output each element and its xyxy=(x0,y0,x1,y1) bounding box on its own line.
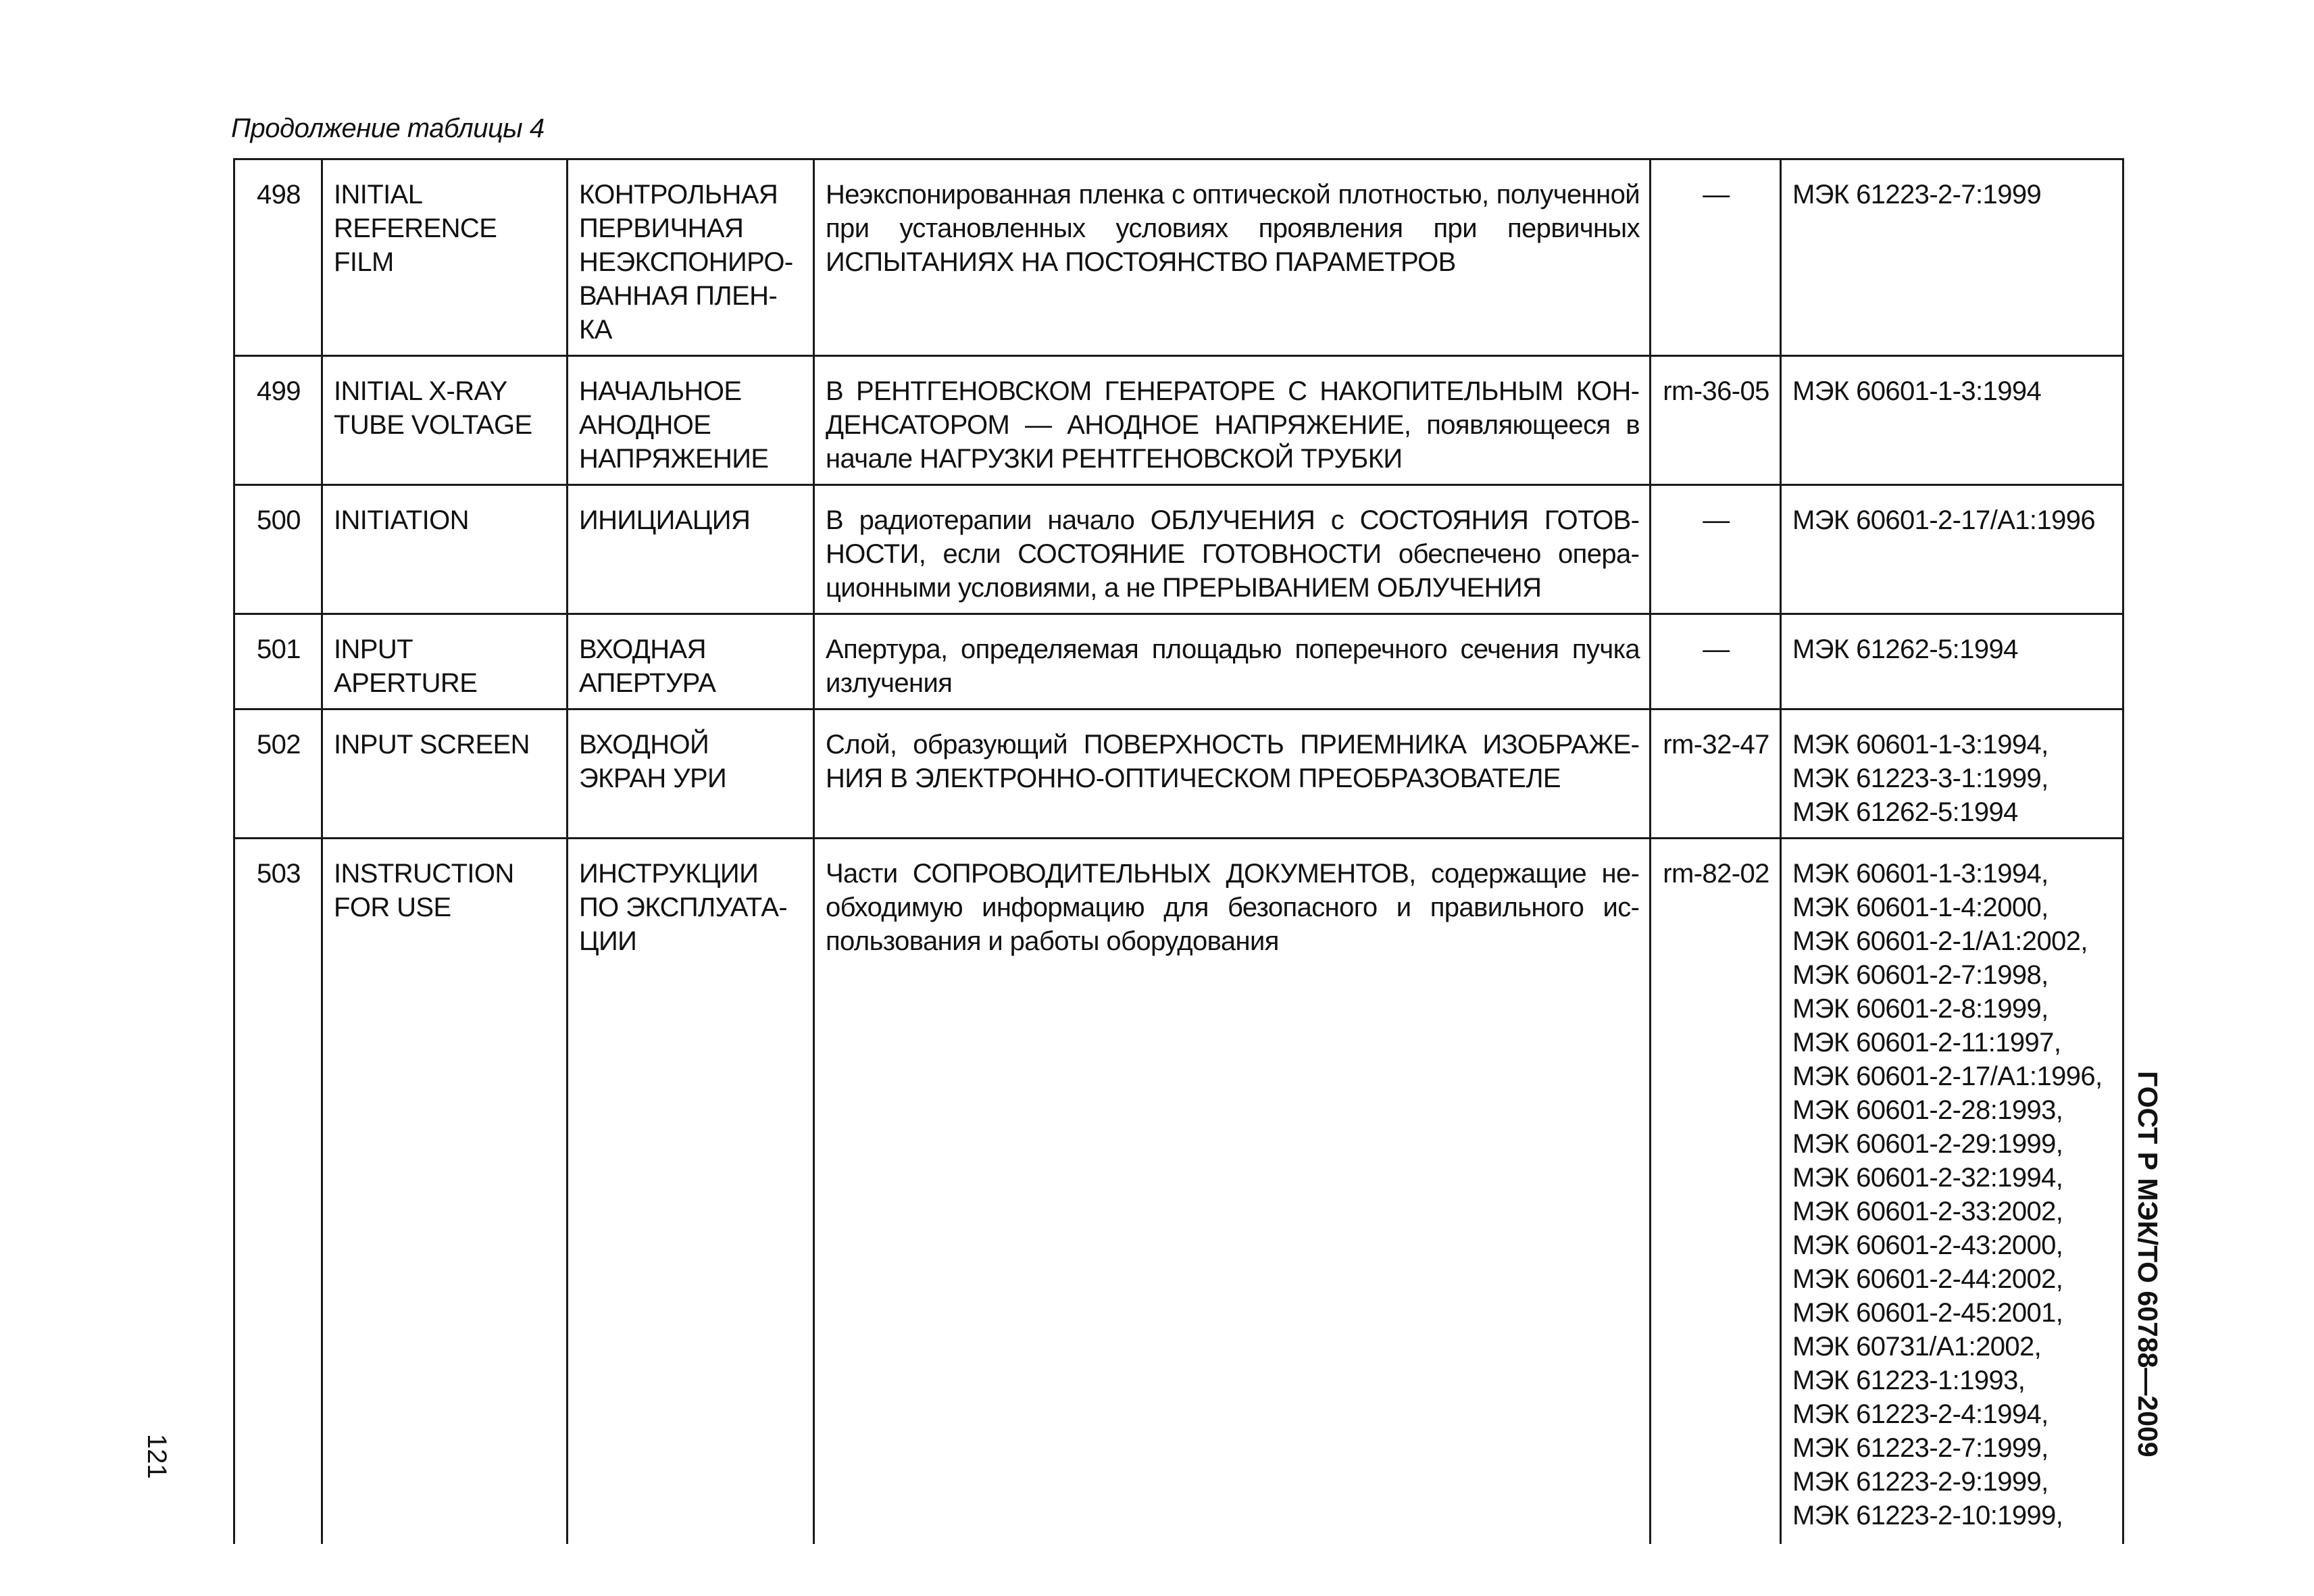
term-number: 499 xyxy=(234,356,322,485)
reference-item: МЭК 60601-2-8:1999, xyxy=(1792,994,2048,1024)
term-references xyxy=(1781,614,2123,709)
term-english-line: INPUT SCREEN xyxy=(334,730,530,759)
term-code: — xyxy=(1651,159,1781,356)
page-number: 121 xyxy=(142,1434,172,1479)
reference-item: МЭК 60601-2-17/А1:1996 xyxy=(1792,505,2096,535)
term-english-line: TUBE VOLTAGE xyxy=(334,410,532,440)
reference-item: МЭК 60601-2-29:1999, xyxy=(1792,1129,2063,1159)
term-references xyxy=(1781,485,2123,614)
reference-item: МЭК 60601-2-28:1993, xyxy=(1792,1095,2063,1125)
term-number: 502 xyxy=(234,709,322,839)
reference-item: МЭК 60601-2-1/А1:2002, xyxy=(1792,926,2088,956)
table-row xyxy=(234,356,2123,485)
term-russian xyxy=(568,614,814,709)
term-russian xyxy=(568,839,814,1544)
term-russian-line: ВХОДНАЯ xyxy=(579,634,706,664)
term-russian-line: ИНИЦИАЦИЯ xyxy=(579,505,751,535)
reference-item: МЭК 60601-2-7:1998, xyxy=(1792,960,2048,990)
term-code: — xyxy=(1651,614,1781,709)
term-russian-line: ПО ЭКСПЛУАТА- xyxy=(579,893,788,922)
term-number: 500 xyxy=(234,485,322,614)
table-row xyxy=(234,485,2123,614)
term-code: rm-32-47 xyxy=(1651,709,1781,839)
term-russian xyxy=(568,709,814,839)
term-russian-line: ЦИИ xyxy=(579,926,637,956)
term-english-line: FILM xyxy=(334,247,394,277)
term-russian-line: КА xyxy=(579,315,612,345)
term-english xyxy=(322,614,568,709)
reference-item: МЭК 61223-1:1993, xyxy=(1792,1366,2026,1395)
term-russian-line: ПЕРВИЧНАЯ xyxy=(579,214,744,243)
term-russian-line: НАЧАЛЬНОЕ xyxy=(579,376,742,406)
term-english-line: INITIAL X-RAY xyxy=(334,376,507,406)
document-designation: ГОСТ Р МЭК/ТО 60788—2009 xyxy=(2132,1071,2163,1457)
term-number: 498 xyxy=(234,159,322,356)
term-russian xyxy=(568,485,814,614)
term-definition: В радиотерапии начало ОБЛУЧЕНИЯ с СОСТОЯНИЯ ГОТОВНОСТИ, если СОСТОЯНИЕ ГОТОВНОСТИ обеспечено операционными условиями, а не ПРЕРЫВАНИЕМ ОБЛУЧЕНИЯ xyxy=(814,485,1651,614)
reference-item: МЭК 60601-1-3:1994, xyxy=(1792,859,2048,889)
reference-item: МЭК 60601-2-44:2002, xyxy=(1792,1264,2063,1294)
term-english xyxy=(322,356,568,485)
table-row xyxy=(234,709,2123,839)
term-references xyxy=(1781,356,2123,485)
term-english xyxy=(322,709,568,839)
term-russian-line: КОНТРОЛЬНАЯ xyxy=(579,180,778,209)
term-russian xyxy=(568,159,814,356)
term-english-line: INPUT xyxy=(334,634,413,664)
terms-table-body xyxy=(234,159,2123,1544)
reference-item: МЭК 61223-2-7:1999, xyxy=(1792,1433,2048,1463)
term-definition: Части СОПРОВОДИТЕЛЬНЫХ ДОКУМЕНТОВ, содержащие необходимую информацию для безопасного и правильного использования и работы оборудования xyxy=(814,839,1651,1544)
term-references xyxy=(1781,839,2123,1544)
term-russian xyxy=(568,356,814,485)
term-references xyxy=(1781,159,2123,356)
term-code: rm-82-02 xyxy=(1651,839,1781,1544)
table-row xyxy=(234,839,2123,1544)
table-caption: Продолжение таблицы 4 xyxy=(231,114,545,143)
term-code: rm-36-05 xyxy=(1651,356,1781,485)
reference-item: МЭК 60601-2-17/А1:1996, xyxy=(1792,1062,2103,1091)
term-definition: Апертура, определяемая площадью поперечного сечения пучка излучения xyxy=(814,614,1651,709)
reference-item: МЭК 60601-2-45:2001, xyxy=(1792,1298,2063,1328)
term-definition: Неэкспонированная пленка с оптической плотностью, полученной при установленных условиях проявления при первичных ИСПЫТАНИЯХ НА ПОСТОЯНСТВО ПАРАМЕТРОВ xyxy=(814,159,1651,356)
term-english-line: INSTRUCTION xyxy=(334,859,514,889)
reference-item: МЭК 60601-2-33:2002, xyxy=(1792,1197,2063,1226)
term-english xyxy=(322,485,568,614)
reference-item: МЭК 60601-1-3:1994, xyxy=(1792,730,2048,759)
term-russian-line: ИНСТРУКЦИИ xyxy=(579,859,759,889)
term-number: 501 xyxy=(234,614,322,709)
terms-table xyxy=(233,158,2124,1544)
term-english-line: INITIAL xyxy=(334,180,423,209)
term-english-line: APERTURE xyxy=(334,668,478,698)
term-english xyxy=(322,839,568,1544)
term-english-line: FOR USE xyxy=(334,893,451,922)
reference-item: МЭК 60601-2-32:1994, xyxy=(1792,1163,2063,1193)
term-russian-line: ЭКРАН УРИ xyxy=(579,764,727,793)
term-english xyxy=(322,159,568,356)
term-references xyxy=(1781,709,2123,839)
table-row xyxy=(234,159,2123,356)
term-russian-line: АНОДНОЕ xyxy=(579,410,711,440)
reference-item: МЭК 60601-1-3:1994 xyxy=(1792,376,2042,406)
reference-item: МЭК 61223-3-1:1999, xyxy=(1792,764,2048,793)
reference-item: МЭК 61262-5:1994 xyxy=(1792,634,2018,664)
term-english-line: INITIATION xyxy=(334,505,469,535)
term-code: — xyxy=(1651,485,1781,614)
reference-item: МЭК 60601-1-4:2000, xyxy=(1792,893,2048,922)
table-row xyxy=(234,614,2123,709)
reference-item: МЭК 60601-2-43:2000, xyxy=(1792,1230,2063,1260)
reference-item: МЭК 60601-2-11:1997, xyxy=(1792,1028,2061,1057)
reference-item: МЭК 61223-2-9:1999, xyxy=(1792,1467,2048,1497)
reference-item: МЭК 61223-2-10:1999, xyxy=(1792,1501,2063,1530)
term-russian-line: НЕЭКСПОНИРО- xyxy=(579,247,793,277)
reference-item: МЭК 61262-5:1994 xyxy=(1792,797,2018,827)
term-russian-line: НАПРЯЖЕНИЕ xyxy=(579,444,769,474)
reference-item: МЭК 61223-2-4:1994, xyxy=(1792,1399,2048,1429)
term-definition: В РЕНТГЕНОВСКОМ ГЕНЕРАТОРЕ С НАКОПИТЕЛЬНЫМ КОНДЕНСАТОРОМ — АНОДНОЕ НАПРЯЖЕНИЕ, появляющееся в начале НАГРУЗКИ РЕНТГЕНОВСКОЙ ТРУБКИ xyxy=(814,356,1651,485)
term-number: 503 xyxy=(234,839,322,1544)
term-english-line: REFERENCE xyxy=(334,214,497,243)
reference-item: МЭК 60731/А1:2002, xyxy=(1792,1332,2042,1362)
term-russian-line: ВАННАЯ ПЛЕН- xyxy=(579,281,778,311)
term-russian-line: ВХОДНОЙ xyxy=(579,730,709,759)
term-definition: Слой, образующий ПОВЕРХНОСТЬ ПРИЕМНИКА ИЗОБРАЖЕНИЯ В ЭЛЕКТРОННО-ОПТИЧЕСКОМ ПРЕОБРАЗОВАТЕЛЕ xyxy=(814,709,1651,839)
reference-item: МЭК 61223-2-7:1999 xyxy=(1792,180,2042,209)
term-russian-line: АПЕРТУРА xyxy=(579,668,716,698)
